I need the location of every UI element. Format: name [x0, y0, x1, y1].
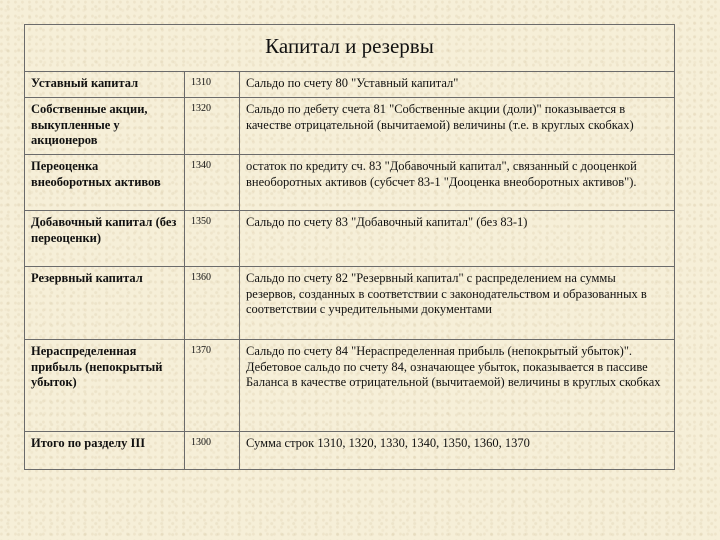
row-code: 1350 [185, 211, 240, 267]
row-code: 1340 [185, 155, 240, 211]
row-description: остаток по кредиту сч. 83 "Добавочный капитал", связанный с дооценкой внеоборотных активов (субсчет 83-1 "Дооценка внеоборотных активов"). [240, 155, 675, 211]
row-description: Сальдо по счету 82 "Резервный капитал" с распределением на суммы резервов, созданных в соответствии с законодательством и образованных в соответствии с учредительными документами [240, 267, 675, 340]
row-description: Сальдо по счету 83 "Добавочный капитал" (без 83-1) [240, 211, 675, 267]
row-name: Уставный капитал [25, 72, 185, 98]
row-code: 1320 [185, 98, 240, 155]
row-name: Итого по разделу III [25, 432, 185, 470]
row-description: Сумма строк 1310, 1320, 1330, 1340, 1350, 1360, 1370 [240, 432, 675, 470]
row-code: 1370 [185, 340, 240, 432]
title-row [25, 25, 675, 72]
balance-section-table [24, 24, 675, 470]
table-title: Капитал и резервы [25, 25, 675, 72]
table-row [25, 340, 675, 432]
table-row [25, 72, 675, 98]
row-description: Сальдо по счету 80 "Уставный капитал" [240, 72, 675, 98]
row-code: 1310 [185, 72, 240, 98]
row-code: 1300 [185, 432, 240, 470]
row-code: 1360 [185, 267, 240, 340]
row-description: Сальдо по счету 84 "Нераспределенная прибыль (непокрытый убыток)". Дебетовое сальдо по счету 84, означающее убыток, показывается в пассиве Баланса в качестве отрицательной (вычитаемой) величины в круглых скобках [240, 340, 675, 432]
table-row [25, 267, 675, 340]
table-row [25, 432, 675, 470]
row-name: Переоценка внеоборотных активов [25, 155, 185, 211]
row-name: Добавочный капитал (без переоценки) [25, 211, 185, 267]
row-name: Резервный капитал [25, 267, 185, 340]
row-name: Нераспределенная прибыль (непокрытый убыток) [25, 340, 185, 432]
row-name: Собственные акции, выкупленные у акционеров [25, 98, 185, 155]
row-description: Сальдо по дебету счета 81 "Собственные акции (доли)" показывается в качестве отрицательной (вычитаемой) величины (т.е. в круглых скобках) [240, 98, 675, 155]
table-row [25, 98, 675, 155]
table-row [25, 211, 675, 267]
table-row [25, 155, 675, 211]
